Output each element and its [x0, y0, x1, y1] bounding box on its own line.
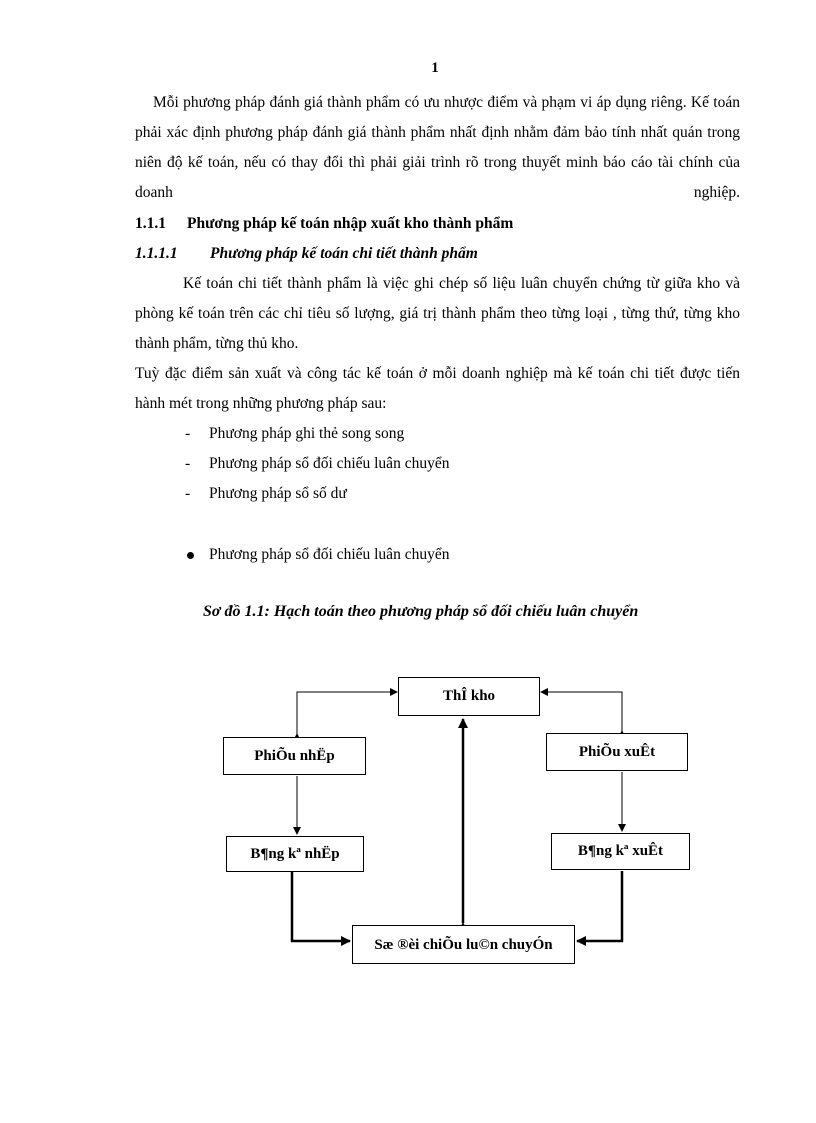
- heading-title: Phương pháp kế toán nhập xuất kho thành phẩm: [187, 215, 514, 232]
- diagram-caption: Sơ đồ 1.1: Hạch toán theo phương pháp sổ đối chiếu luân chuyển: [203, 603, 639, 620]
- paragraph-methods-intro: Tuỳ đặc điểm sản xuất và công tác kế toán ở mỗi doanh nghiệp mà kế toán chi tiết được tiến hành mét trong những phương pháp sau:: [135, 365, 740, 412]
- dash-marker: -: [185, 485, 191, 502]
- paragraph-evaluation: Mỗi phương pháp đánh giá thành phẩm có ưu nhược điểm và phạm vi áp dụng riêng. Kế toán phải xác định phương pháp đánh giá thành phẩm nhất định nhằm đảm bảo tính nhất quán trong niên độ kế toán, nếu có thay đổi thì phải giải trình rõ trong thuyết minh báo cáo tài chính của doanh nghiệp.: [135, 94, 740, 201]
- arrow-the-kho-phieu-xuat: [541, 692, 622, 731]
- paragraph-detail-accounting: Kế toán chi tiết thành phẩm là việc ghi chép số liệu luân chuyển chứng từ giữa kho và phòng kế toán trên các chỉ tiêu số lượng, giá trị thành phẩm theo từng loại , từng thứ, từng kho thành phẩm, từng thủ kho.: [135, 275, 740, 352]
- heading-number: 1.1.1.1: [135, 245, 178, 262]
- dash-marker: -: [185, 425, 191, 442]
- heading-title: Phương pháp kế toán chi tiết thành phẩm: [210, 245, 478, 262]
- list-item-text: Phương pháp ghi thẻ song song: [209, 425, 405, 442]
- box-phieu-nhap: PhiÕu nhËp: [223, 737, 366, 775]
- box-the-kho: ThÎ kho: [398, 677, 540, 716]
- dash-marker: -: [185, 455, 191, 472]
- box-so-doi-chieu: Sæ ®èi chiÕu lu©n chuyÓn: [352, 925, 575, 964]
- page-number: 1: [431, 60, 439, 76]
- heading-number: 1.1.1: [135, 215, 166, 232]
- arrow-the-kho-phieu-nhap: [297, 692, 397, 734]
- arrow-bang-ke-nhap-so-doi-chieu: [292, 872, 350, 941]
- arrow-bang-ke-xuat-so-doi-chieu: [577, 871, 622, 941]
- box-phieu-xuat: PhiÕu xuÊt: [546, 733, 688, 771]
- box-bang-ke-nhap: B¶ng kª nhËp: [226, 836, 364, 872]
- list-item-text: Phương pháp sổ đối chiếu luân chuyển: [209, 455, 450, 472]
- box-bang-ke-xuat: B¶ng kª xuÊt: [551, 833, 690, 870]
- list-item-text: Phương pháp sổ số dư: [209, 485, 347, 502]
- bullet-item-text: Phương pháp sổ đối chiếu luân chuyển: [209, 546, 450, 563]
